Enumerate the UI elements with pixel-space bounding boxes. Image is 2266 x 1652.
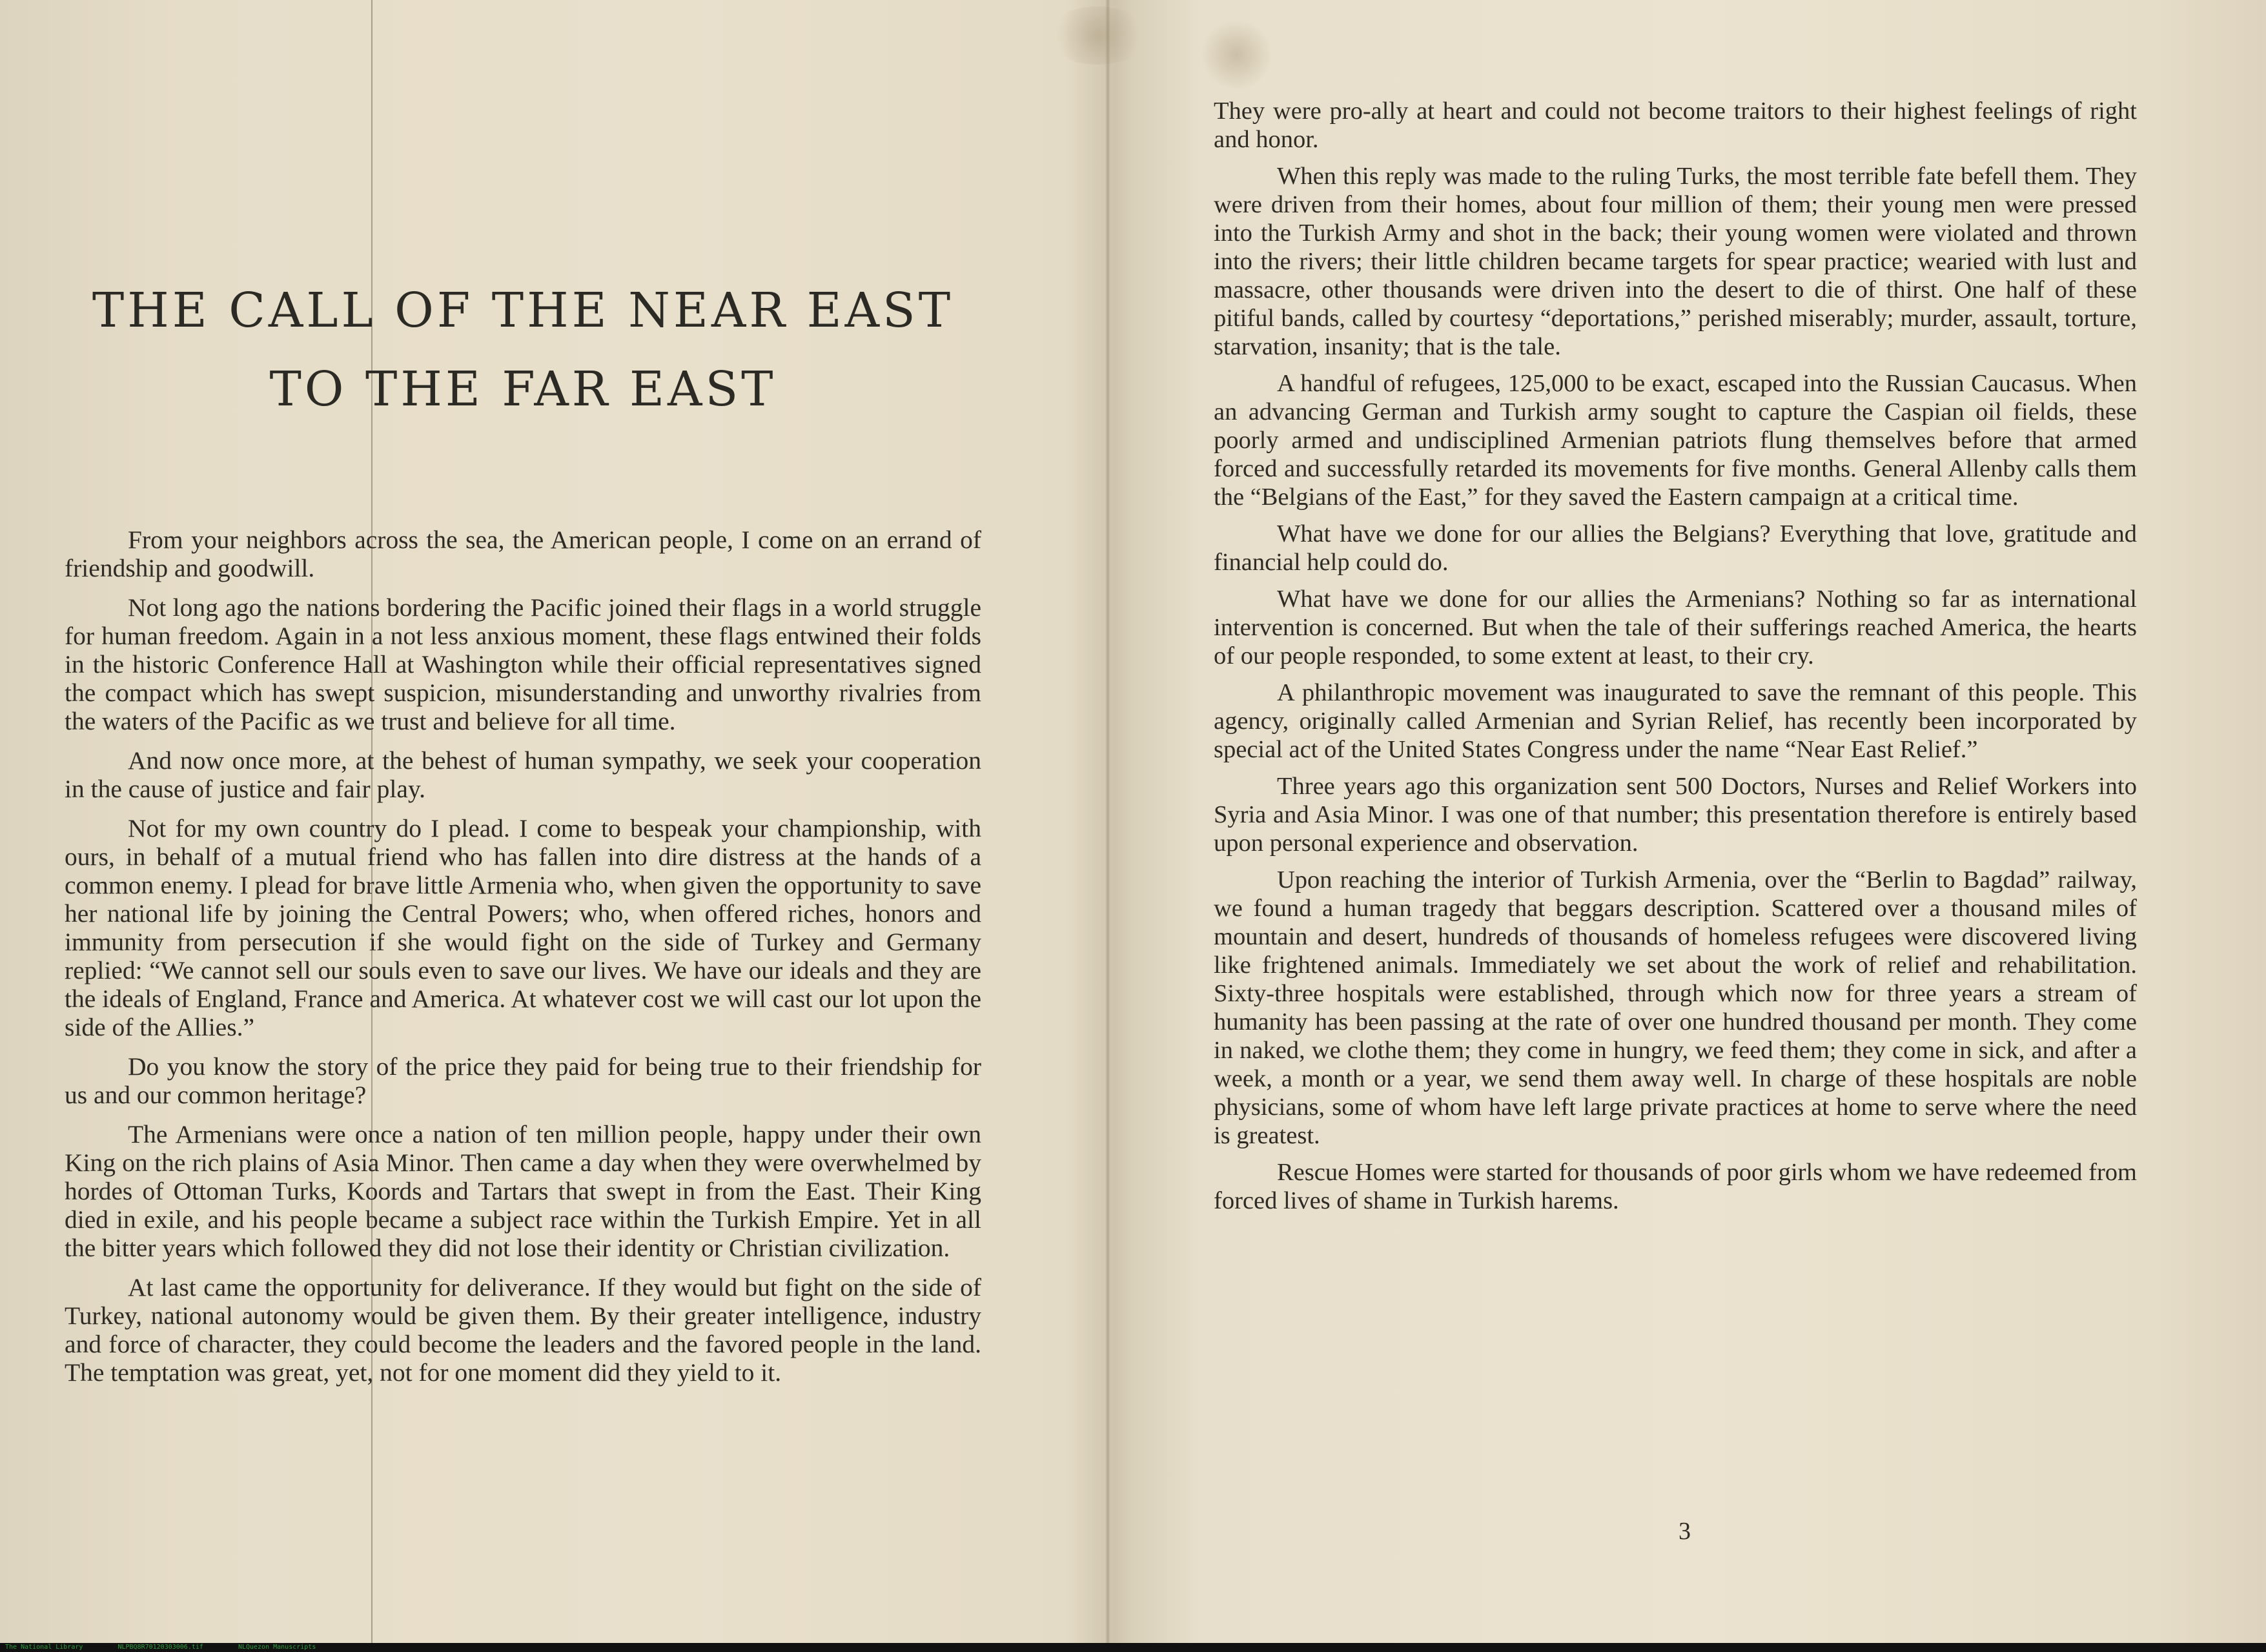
footer-file: NLPBQ8R70120303006.tif bbox=[117, 1644, 203, 1651]
body-paragraph: Rescue Homes were started for thousands of poor girls whom we have redeemed from forced lives of shame in Turkish harems. bbox=[1214, 1159, 2137, 1214]
body-paragraph: They were pro-ally at heart and could not become traitors to their highest feelings of right and honor. bbox=[1214, 97, 2137, 153]
archive-footer-bar bbox=[0, 1643, 2266, 1652]
page-title bbox=[65, 271, 981, 429]
body-paragraph: Three years ago this organization sent 500 Doctors, Nurses and Relief Workers into Syria and Asia Minor. I was one of that number; this presentation therefore is entirely based upon personal experience and observation. bbox=[1214, 773, 2137, 857]
page-number: 3 bbox=[1679, 1518, 1691, 1545]
footer-library: The National Library bbox=[5, 1644, 83, 1651]
title-line-1: THE CALL OF THE NEAR EAST bbox=[92, 283, 954, 338]
body-paragraph: At last came the opportunity for deliverance. If they would but fight on the side of Turkey, national autonomy would be given them. By their greater intelligence, industry and force of character, they could become the leaders and the favored people in the land. The temptation was great, yet, not for one moment did they yield to it. bbox=[65, 1273, 981, 1387]
body-paragraph: A handful of refugees, 125,000 to be exact, escaped into the Russian Caucasus. When an advancing German and Turkish army sought to capture the Caspian oil fields, these poorly armed and undisciplined Armenian patriots flung themselves before that armed forced and successfully retarded its movements for five months. General Allenby calls them the “Belgians of the East,” for they saved the Eastern campaign at a critical time. bbox=[1214, 370, 2137, 511]
body-paragraph: From your neighbors across the sea, the American people, I come on an errand of friendship and goodwill. bbox=[65, 525, 981, 582]
title-line-2: TO THE FAR EAST bbox=[269, 362, 777, 417]
right-page bbox=[1214, 97, 2137, 1223]
body-paragraph: What have we done for our allies the Belgians? Everything that love, gratitude and financial help could do. bbox=[1214, 520, 2137, 576]
body-paragraph: Not long ago the nations bordering the Pacific joined their flags in a world struggle for human freedom. Again in a not less anxious moment, these flags entwined their folds in the historic Conference Hall at Washington while their official representatives signed the compact which has swept suspicion, misunderstanding and unworthy rivalries from the waters of the Pacific as we trust and believe for all time. bbox=[65, 593, 981, 735]
page-gutter bbox=[1105, 0, 1110, 1643]
body-paragraph: When this reply was made to the ruling Turks, the most terrible fate befell them. They were driven from their homes, about four million of them; their young men were pressed into the Turkish Army and shot in the back; their young women were violated and thrown into the rivers; their little children became targets for spear practice; wearied with lust and massacre, other thousands were driven into the desert to die of thirst. One half of these pitiful bands, called by courtesy “deportations,” perished miserably; murder, assault, torture, starvation, insanity; that is the tale. bbox=[1214, 163, 2137, 360]
paper-stain bbox=[1201, 19, 1272, 90]
body-paragraph: And now once more, at the behest of human sympathy, we seek your cooperation in the cause of justice and fair play. bbox=[65, 746, 981, 803]
body-paragraph: A philanthropic movement was inaugurated to save the remnant of this people. This agency, originally called Armenian and Syrian Relief, has recently been incorporated by special act of the United States Congress under the name “Near East Relief.” bbox=[1214, 679, 2137, 763]
left-page bbox=[65, 271, 981, 1398]
body-paragraph: Do you know the story of the price they paid for being true to their friendship for us and our common heritage? bbox=[65, 1052, 981, 1109]
body-paragraph: Not for my own country do I plead. I come to bespeak your championship, with ours, in behalf of a mutual friend who has fallen into dire distress at the hands of a common enemy. I plead for brave little Armenia who, when given the opportunity to save her national life by joining the Central Powers; who, when offered riches, honors and immunity from persecution if she would fight on the side of Turkey and Germany replied: “We cannot sell our souls even to save our lives. We have our ideals and they are the ideals of England, France and America. At whatever cost we will cast our lot upon the side of the Allies.” bbox=[65, 814, 981, 1041]
body-paragraph: What have we done for our allies the Armenians? Nothing so far as international intervention is concerned. But when the tale of their sufferings reached America, the hearts of our people responded, to some extent at least, to their cry. bbox=[1214, 586, 2137, 669]
body-paragraph: Upon reaching the interior of Turkish Armenia, over the “Berlin to Bagdad” railway, we found a human tragedy that beggars description. Scattered over a thousand miles of mountain and desert, hundreds of thousands of homeless refugees were discovered living like frightened animals. Immediately we set about the work of relief and rehabilitation. Sixty-three hospitals were established, through which now for three years a stream of humanity has been passing at the rate of over one hundred thousand per month. They come in naked, we clothe them; they come in hungry, we feed them; they come in sick, and after a week, a month or a year, we send them away well. In charge of these hospitals are noble physicians, some of whom have left large private practices at home to serve where the need is greatest. bbox=[1214, 866, 2137, 1149]
body-paragraph: The Armenians were once a nation of ten million people, happy under their own King on the rich plains of Asia Minor. Then came a day when they were overwhelmed by hordes of Ottoman Turks, Koords and Tartars that swept in from the East. Their King died in exile, and his people became a subject race within the Turkish Empire. Yet in all the bitter years which followed they did not lose their identity or Christian civilization. bbox=[65, 1120, 981, 1262]
footer-collection: NLQuezon Manuscripts bbox=[238, 1644, 316, 1651]
paper-stain bbox=[1046, 6, 1149, 65]
